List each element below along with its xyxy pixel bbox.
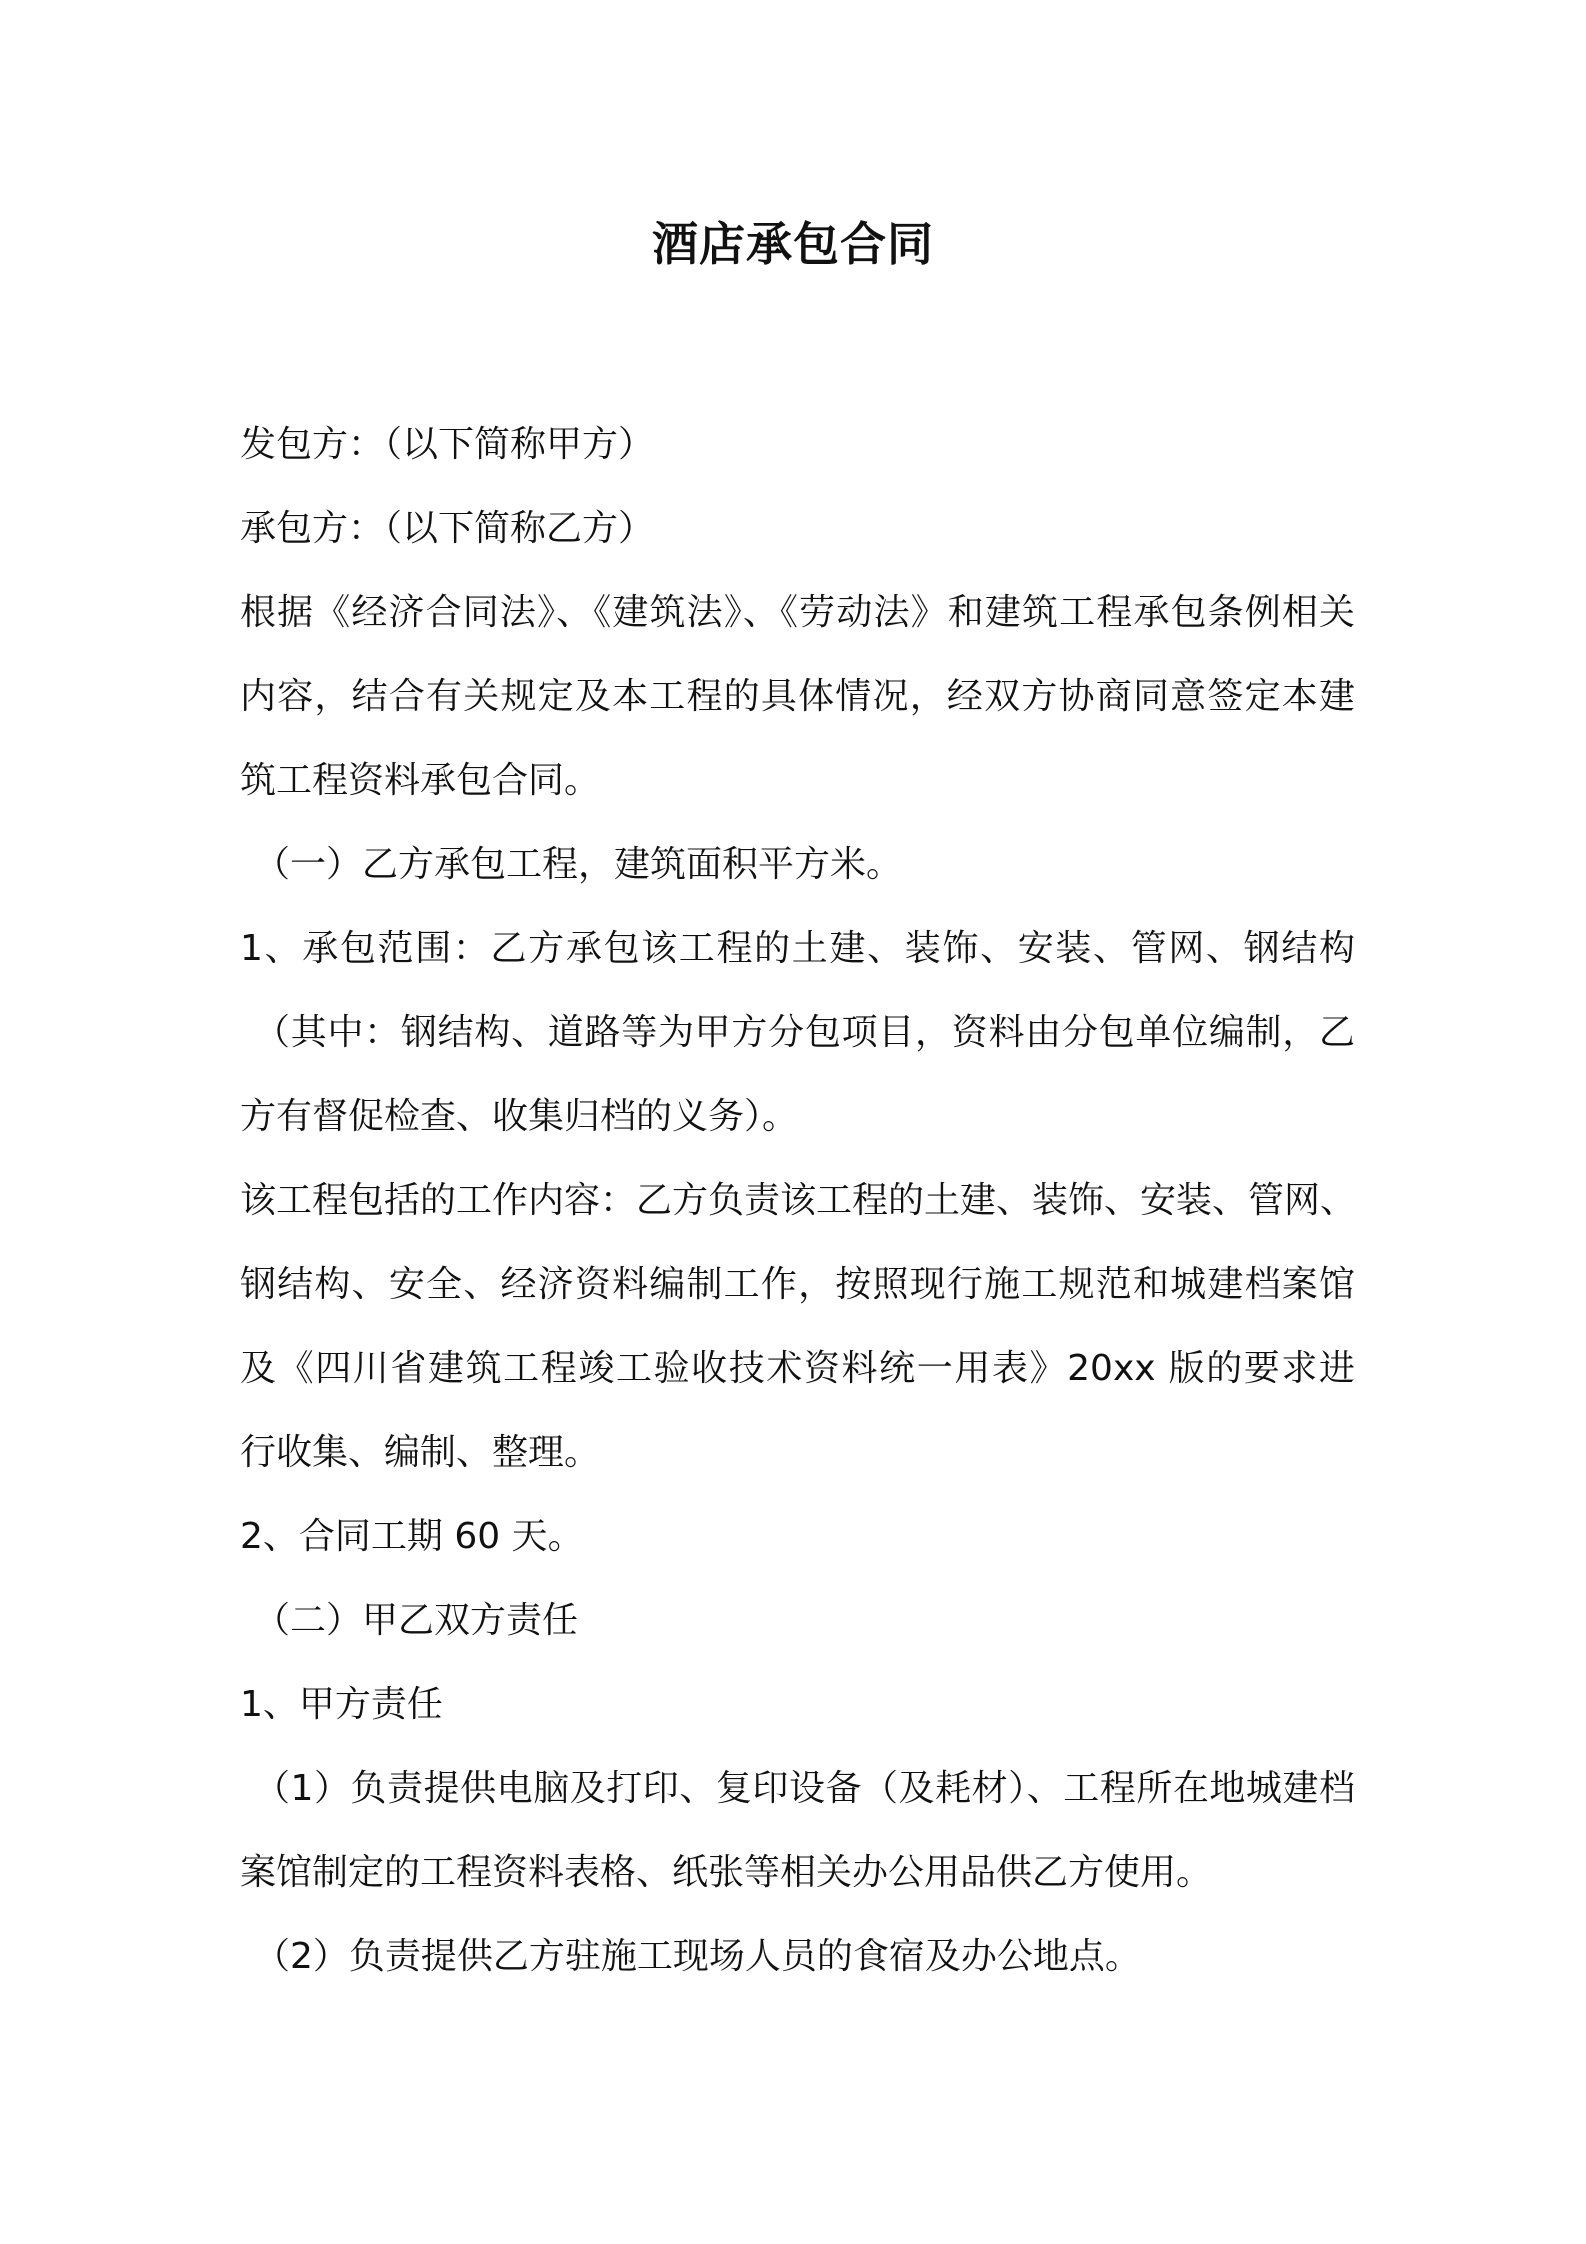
line-party-b: 承包方：（以下简称乙方）: [240, 508, 655, 549]
subsection-heading: 1、甲方责任: [240, 1684, 443, 1725]
line-party-a: 发包方：（以下简称甲方）: [240, 424, 655, 465]
document-body: [240, 403, 1355, 1999]
paragraph-line: 筑工程资料承包合同。: [240, 760, 601, 801]
paragraph-line: （1）负责提供电脑及打印、复印设备（及耗材）、工程所在地城建档: [254, 1768, 1355, 1809]
paragraph-line: 及《四川省建筑工程竣工验收技术资料统一用表》20xx 版的要求进: [240, 1348, 1355, 1389]
paragraph-line: 2、合同工期 60 天。: [240, 1516, 584, 1557]
paragraph-line: 方有督促检查、收集归档的义务）。: [240, 1096, 799, 1137]
paragraph-line: （2）负责提供乙方驻施工现场人员的食宿及办公地点。: [254, 1936, 1141, 1977]
section-heading: （二）甲乙双方责任: [254, 1600, 579, 1641]
paragraph-line: 1、承包范围：乙方承包该工程的土建、装饰、安装、管网、钢结构: [240, 928, 1355, 969]
paragraph-line: 该工程包括的工作内容：乙方负责该工程的土建、装饰、安装、管网、: [240, 1180, 1357, 1221]
paragraph-line: 钢结构、安全、经济资料编制工作，按照现行施工规范和城建档案馆: [240, 1264, 1355, 1305]
paragraph-line: 内容，结合有关规定及本工程的具体情况，经双方协商同意签定本建: [240, 676, 1355, 717]
section-heading: （一）乙方承包工程，建筑面积平方米。: [254, 844, 903, 885]
paragraph-line: 案馆制定的工程资料表格、纸张等相关办公用品供乙方使用。: [240, 1852, 1213, 1893]
paragraph-line: 行收集、编制、整理。: [240, 1432, 601, 1473]
document-title: 酒店承包合同: [652, 217, 934, 271]
paragraph-line: 根据《经济合同法》、《建筑法》、《劳动法》和建筑工程承包条例相关: [240, 592, 1355, 633]
paragraph-line: （其中：钢结构、道路等为甲方分包项目，资料由分包单位编制，乙: [254, 1012, 1355, 1053]
